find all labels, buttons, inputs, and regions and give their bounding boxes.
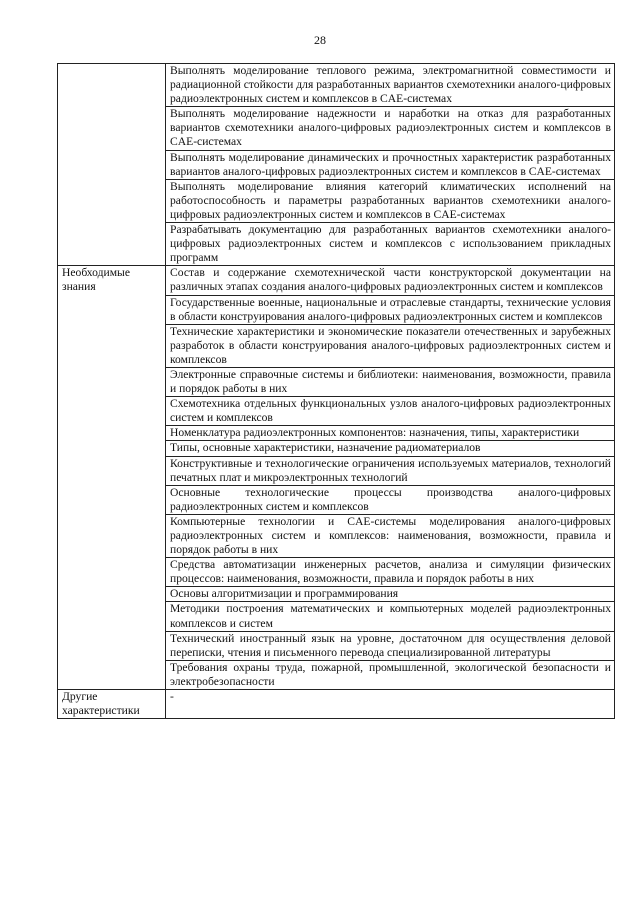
requirements-table-body bbox=[58, 64, 615, 719]
row-item-text: Технический иностранный язык на уровне, достаточном для осуществления деловой переписки, чтения и письменного перевода специализированной литературы bbox=[170, 631, 611, 659]
row-item-cell bbox=[166, 367, 615, 396]
row-item-cell bbox=[166, 397, 615, 426]
row-item-text: Компьютерные технологии и CAE-системы моделирования аналого-цифровых радиоэлектронных систем и комплексов: наименования, возможности, правила и порядок работы в них bbox=[170, 514, 611, 557]
row-item-text: Средства автоматизации инженерных расчетов, анализа и симуляции физических процессов: наименования, возможности, правила и порядок работы в них bbox=[170, 558, 611, 586]
row-item-text: Разрабатывать документацию для разработанных вариантов схемотехники аналого-цифровых радиоэлектронных систем и комплексов с использованием прикладных программ bbox=[170, 223, 611, 265]
row-item-cell bbox=[166, 150, 615, 179]
row-item-text: Выполнять моделирование влияния категорий климатических исполнений на работоспособность и параметры разработанных вариантов схемотехники аналого-цифровых радиоэлектронных систем и комплексов в CAE-системах bbox=[170, 179, 611, 221]
row-item-text: Выполнять моделирование динамических и прочностных характеристик разработанных вариантов аналого-цифровых радиоэлектронных систем и комплексов в CAE-системах bbox=[170, 150, 611, 178]
row-item-cell bbox=[166, 295, 615, 324]
row-item-text: Основы алгоритмизации и программирования bbox=[170, 587, 399, 601]
row-item-cell bbox=[166, 587, 615, 602]
page-number: 28 bbox=[314, 33, 326, 47]
row-item-text: - bbox=[170, 690, 174, 704]
row-item-cell bbox=[166, 107, 615, 150]
row-item-cell bbox=[166, 426, 615, 441]
row-item-cell bbox=[166, 223, 615, 266]
row-item-text: Электронные справочные системы и библиотеки: наименования, возможности, правила и порядок работы в них bbox=[170, 367, 611, 396]
row-item-cell bbox=[166, 485, 615, 514]
row-item-cell bbox=[166, 558, 615, 587]
row-item-cell bbox=[166, 324, 615, 367]
row-item-cell bbox=[166, 441, 615, 456]
row-item-cell bbox=[166, 266, 615, 295]
row-item-text: Схемотехника отдельных функциональных узлов аналого-цифровых радиоэлектронных систем и комплексов bbox=[170, 397, 611, 425]
row-item-cell bbox=[166, 456, 615, 485]
row-item-text: Типы, основные характеристики, назначение радиоматериалов bbox=[170, 441, 481, 455]
row-item-text: Государственные военные, национальные и отраслевые стандарты, технические условия в области конструирования аналого-цифровых радиоэлектронных систем и комплексов bbox=[170, 295, 611, 323]
row-label: Необходимые знания bbox=[58, 266, 166, 690]
table-row bbox=[58, 690, 615, 719]
row-item-cell bbox=[166, 690, 615, 719]
row-item-text: Требования охраны труда, пожарной, промышленной, экологической безопасности и электробезопасности bbox=[170, 660, 611, 688]
row-item-cell bbox=[166, 64, 615, 107]
row-item-text: Основные технологические процессы производства аналого-цифровых радиоэлектронных систем и комплексов bbox=[170, 485, 611, 513]
row-item-cell bbox=[166, 514, 615, 557]
row-item-cell bbox=[166, 179, 615, 222]
row-item-text: Выполнять моделирование теплового режима, электромагнитной совместимости и радиационной стойкости для разработанных вариантов схемотехники аналого-цифровых радиоэлектронных систем и комплексов в CAE-системах bbox=[170, 64, 611, 106]
row-item-cell bbox=[166, 631, 615, 660]
row-label: Другие характеристики bbox=[58, 690, 166, 719]
row-item-text: Технические характеристики и экономические показатели отечественных и зарубежных разработок в области конструирования аналого-цифровых радиоэлектронных систем и комплексов bbox=[170, 324, 611, 366]
requirements-table bbox=[57, 63, 615, 719]
row-item-cell bbox=[166, 602, 615, 631]
row-item-text: Состав и содержание схемотехнической части конструкторской документации на различных этапах создания аналого-цифровых радиоэлектронных систем и комплексов bbox=[170, 266, 611, 294]
table-row bbox=[58, 64, 615, 107]
table-row bbox=[58, 266, 615, 295]
row-item-text: Методики построения математических и компьютерных моделей радиоэлектронных комплексов и систем bbox=[170, 602, 611, 630]
row-item-text: Выполнять моделирование надежности и наработки на отказ для разработанных вариантов схемотехники аналого-цифровых радиоэлектронных систем и комплексов в CAE-системах bbox=[170, 107, 611, 149]
row-label bbox=[58, 64, 166, 266]
row-item-cell bbox=[166, 660, 615, 689]
row-item-text: Конструктивные и технологические ограничения используемых материалов, технологий печатных плат и микроэлектронных технологий bbox=[170, 456, 611, 484]
row-item-text: Номенклатура радиоэлектронных компонентов: назначения, типы, характеристики bbox=[170, 426, 580, 440]
